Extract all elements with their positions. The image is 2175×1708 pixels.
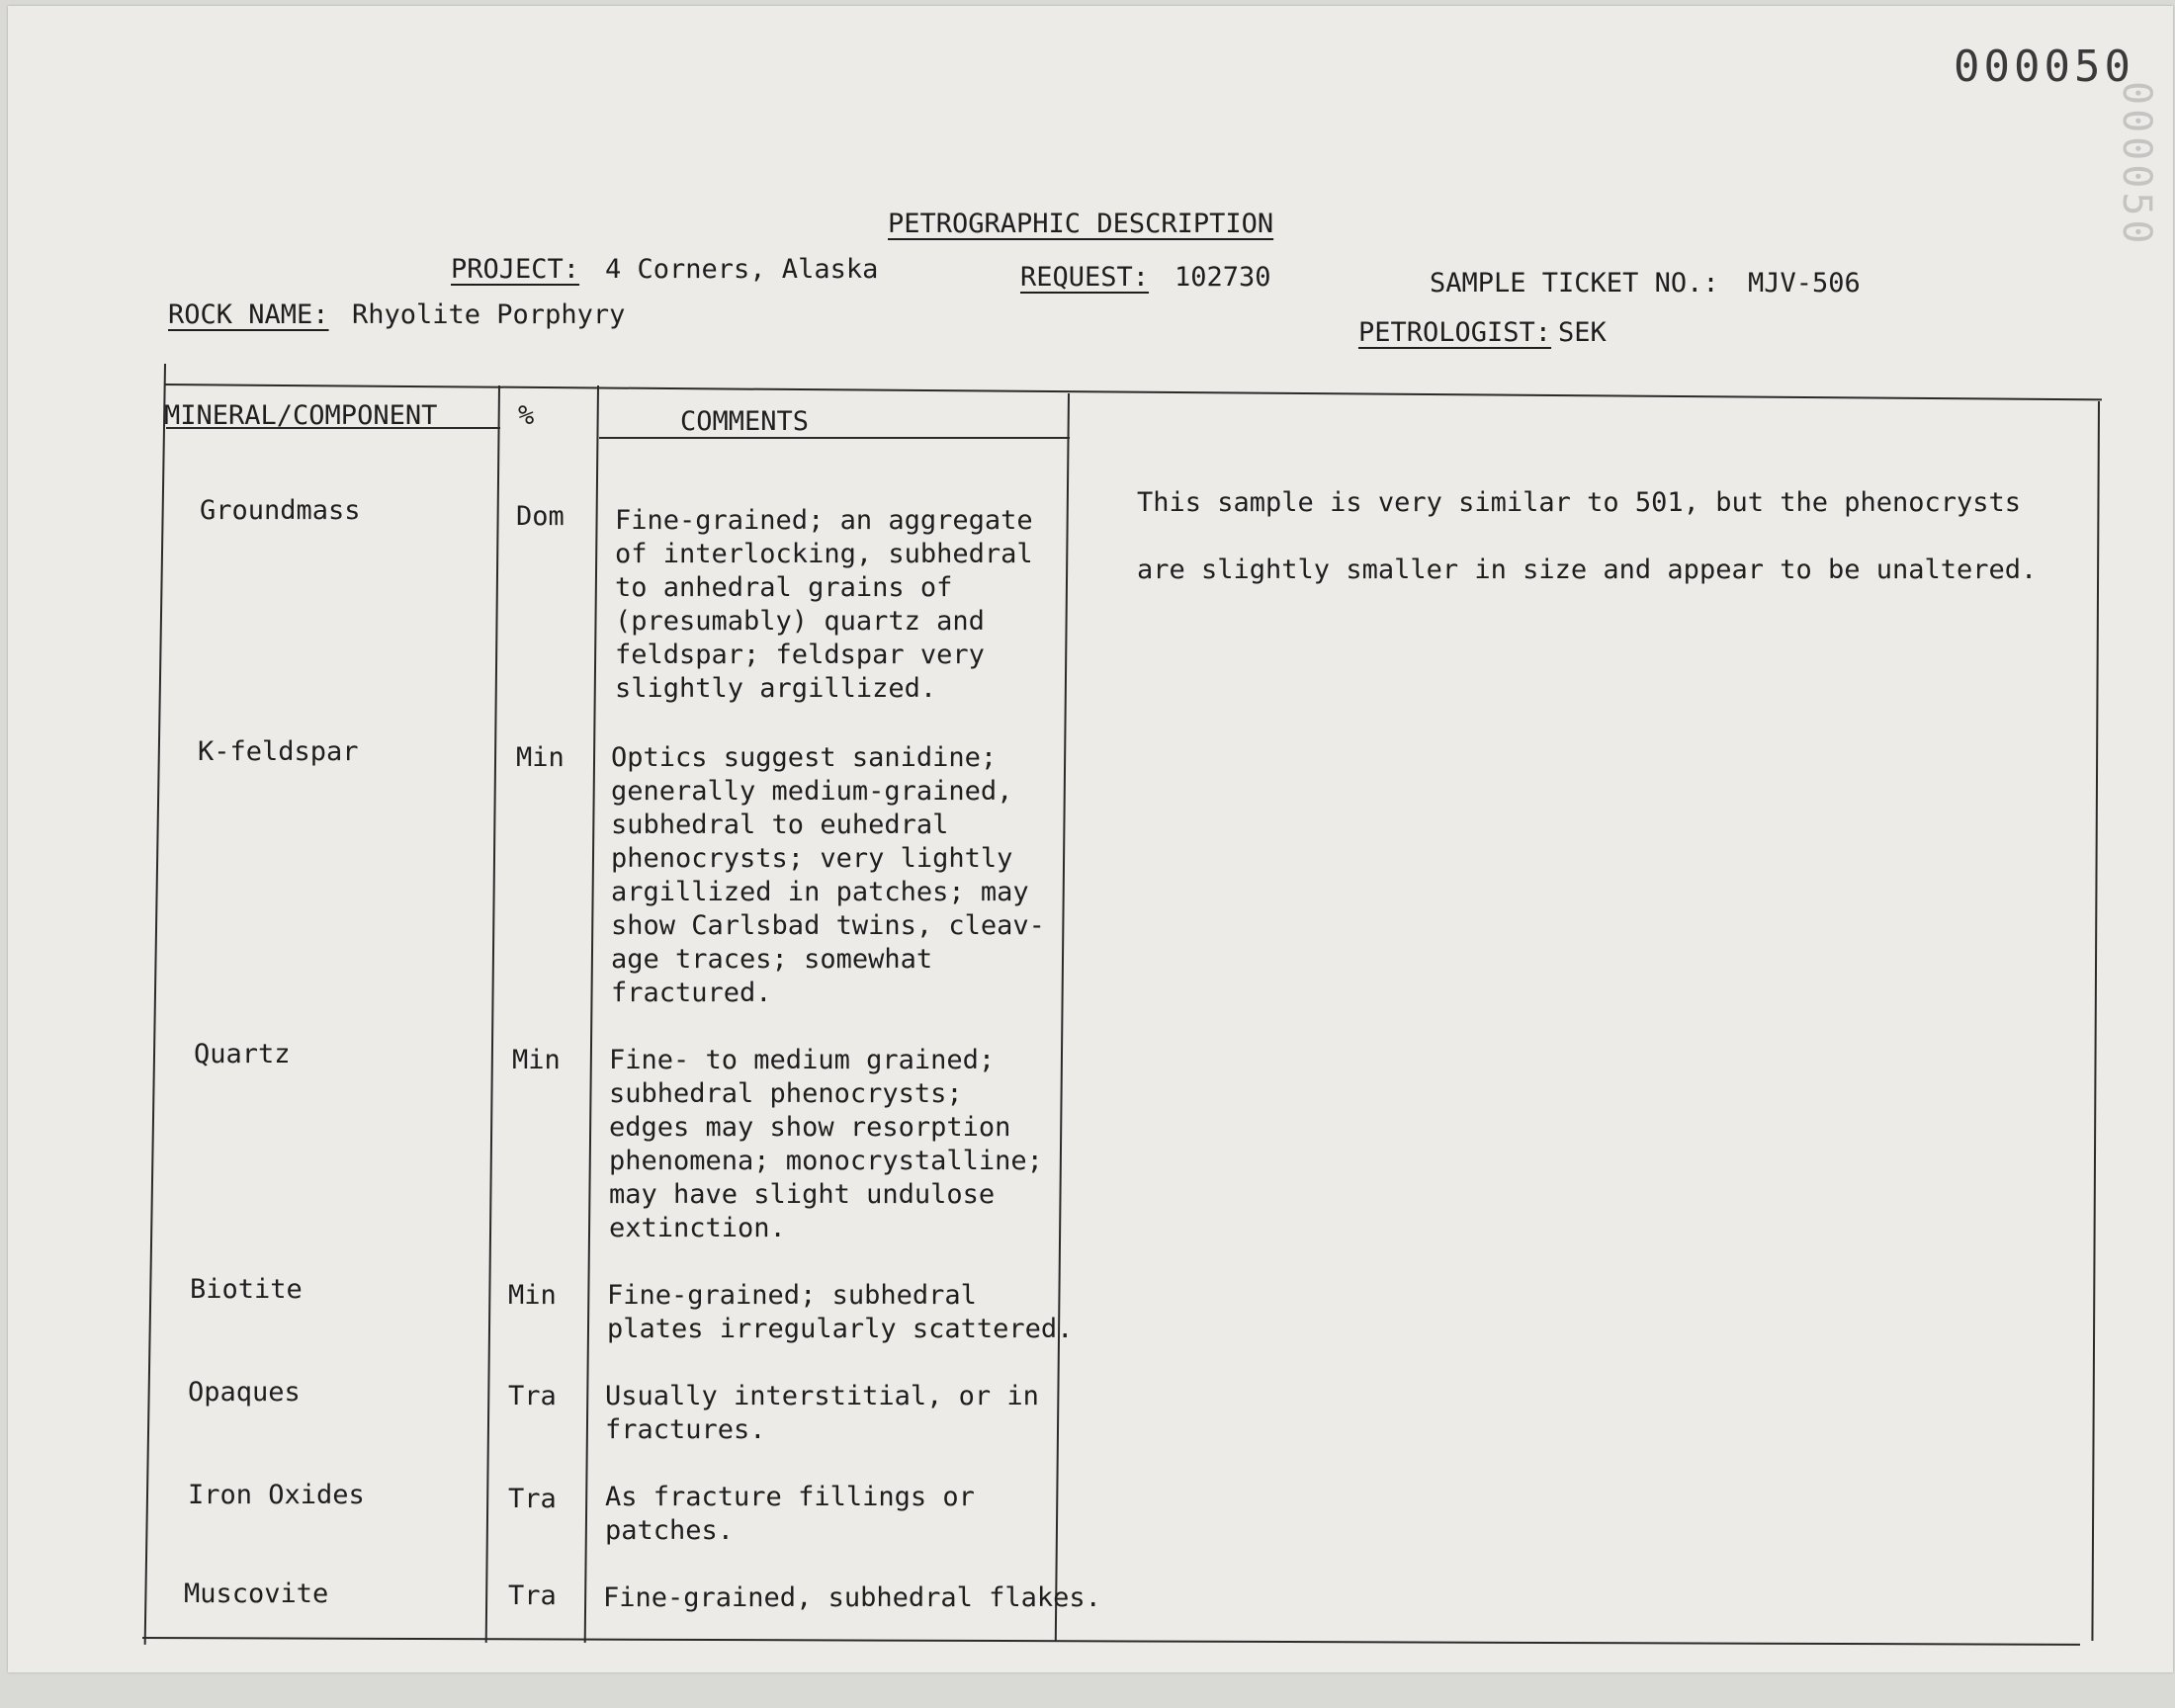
project-value: 4 Corners, Alaska [605, 254, 879, 285]
column-divider-comments [584, 385, 599, 1643]
mineral-comment: Fine-grained; subhedral plates irregularly scattered. [607, 1280, 1074, 1344]
table-right-border [2091, 401, 2100, 1641]
mineral-comment: Fine-grained; an aggregate of interlocking, subhedral to anhedral grains of (presumably) quartz and feldspar; feldspar very slightly argillized. [615, 505, 1033, 704]
table-bottom-border [142, 1637, 2080, 1646]
mineral-comment: As fracture fillings or patches. [605, 1482, 975, 1546]
column-header-percent: % [518, 400, 535, 431]
request-label: REQUEST: [1020, 262, 1150, 293]
header-row-underline-comments [599, 437, 1070, 439]
remarks-line-1: This sample is very similar to 501, but the phenocrysts [1137, 487, 2022, 518]
mineral-name: Iron Oxides [188, 1480, 365, 1510]
request-value: 102730 [1174, 262, 1271, 293]
ticket-label: SAMPLE TICKET NO.: [1430, 268, 1719, 299]
column-divider-remarks [1055, 393, 1070, 1641]
petrologist-value: SEK [1558, 317, 1607, 348]
document-number-stamp: 000050 [1954, 42, 2134, 92]
mineral-percent: Tra [508, 1484, 557, 1514]
mineral-percent: Dom [516, 501, 565, 532]
column-header-comments: COMMENTS [680, 406, 810, 437]
mineral-comment: Usually interstitial, or in fractures. [605, 1381, 1039, 1445]
table-top-border [164, 384, 2102, 400]
mineral-percent: Min [508, 1280, 557, 1311]
petrologist-label: PETROLOGIST: [1358, 317, 1552, 348]
page-title: PETROGRAPHIC DESCRIPTION [888, 209, 1274, 239]
column-header-mineral: MINERAL/COMPONENT [164, 400, 438, 431]
ticket-value: MJV-506 [1748, 268, 1861, 299]
mineral-name: Groundmass [200, 495, 361, 526]
mineral-comment: Fine-grained, subhedral flakes. [603, 1582, 1101, 1613]
mineral-percent: Min [512, 1045, 561, 1075]
mineral-name: Muscovite [184, 1579, 329, 1609]
mineral-name: Biotite [190, 1274, 303, 1305]
rock-name-label: ROCK NAME: [168, 299, 329, 330]
mineral-comment: Fine- to medium grained; subhedral phenocrysts; edges may show resorption phenomena; monocrystalline; may have slight undulose extinction. [609, 1045, 1043, 1243]
column-divider-pct [485, 385, 500, 1643]
faint-offset-stamp: 000050 [2114, 81, 2159, 248]
project-label: PROJECT: [451, 254, 580, 285]
mineral-percent: Min [516, 742, 565, 773]
mineral-comment: Optics suggest sanidine; generally medium-grained, subhedral to euhedral phenocrysts; very lightly argillized in patches; may show Carlsbad twins, cleav- age traces; somewhat fractured. [611, 742, 1045, 1008]
mineral-name: K-feldspar [198, 736, 359, 767]
rock-name-value: Rhyolite Porphyry [352, 299, 626, 330]
document-page [8, 6, 2173, 1672]
mineral-percent: Tra [508, 1580, 557, 1611]
table-left-border [144, 364, 166, 1645]
mineral-percent: Tra [508, 1381, 557, 1411]
mineral-name: Quartz [194, 1039, 291, 1069]
remarks-line-2: are slightly smaller in size and appear to be unaltered. [1137, 555, 2038, 585]
mineral-name: Opaques [188, 1377, 301, 1408]
